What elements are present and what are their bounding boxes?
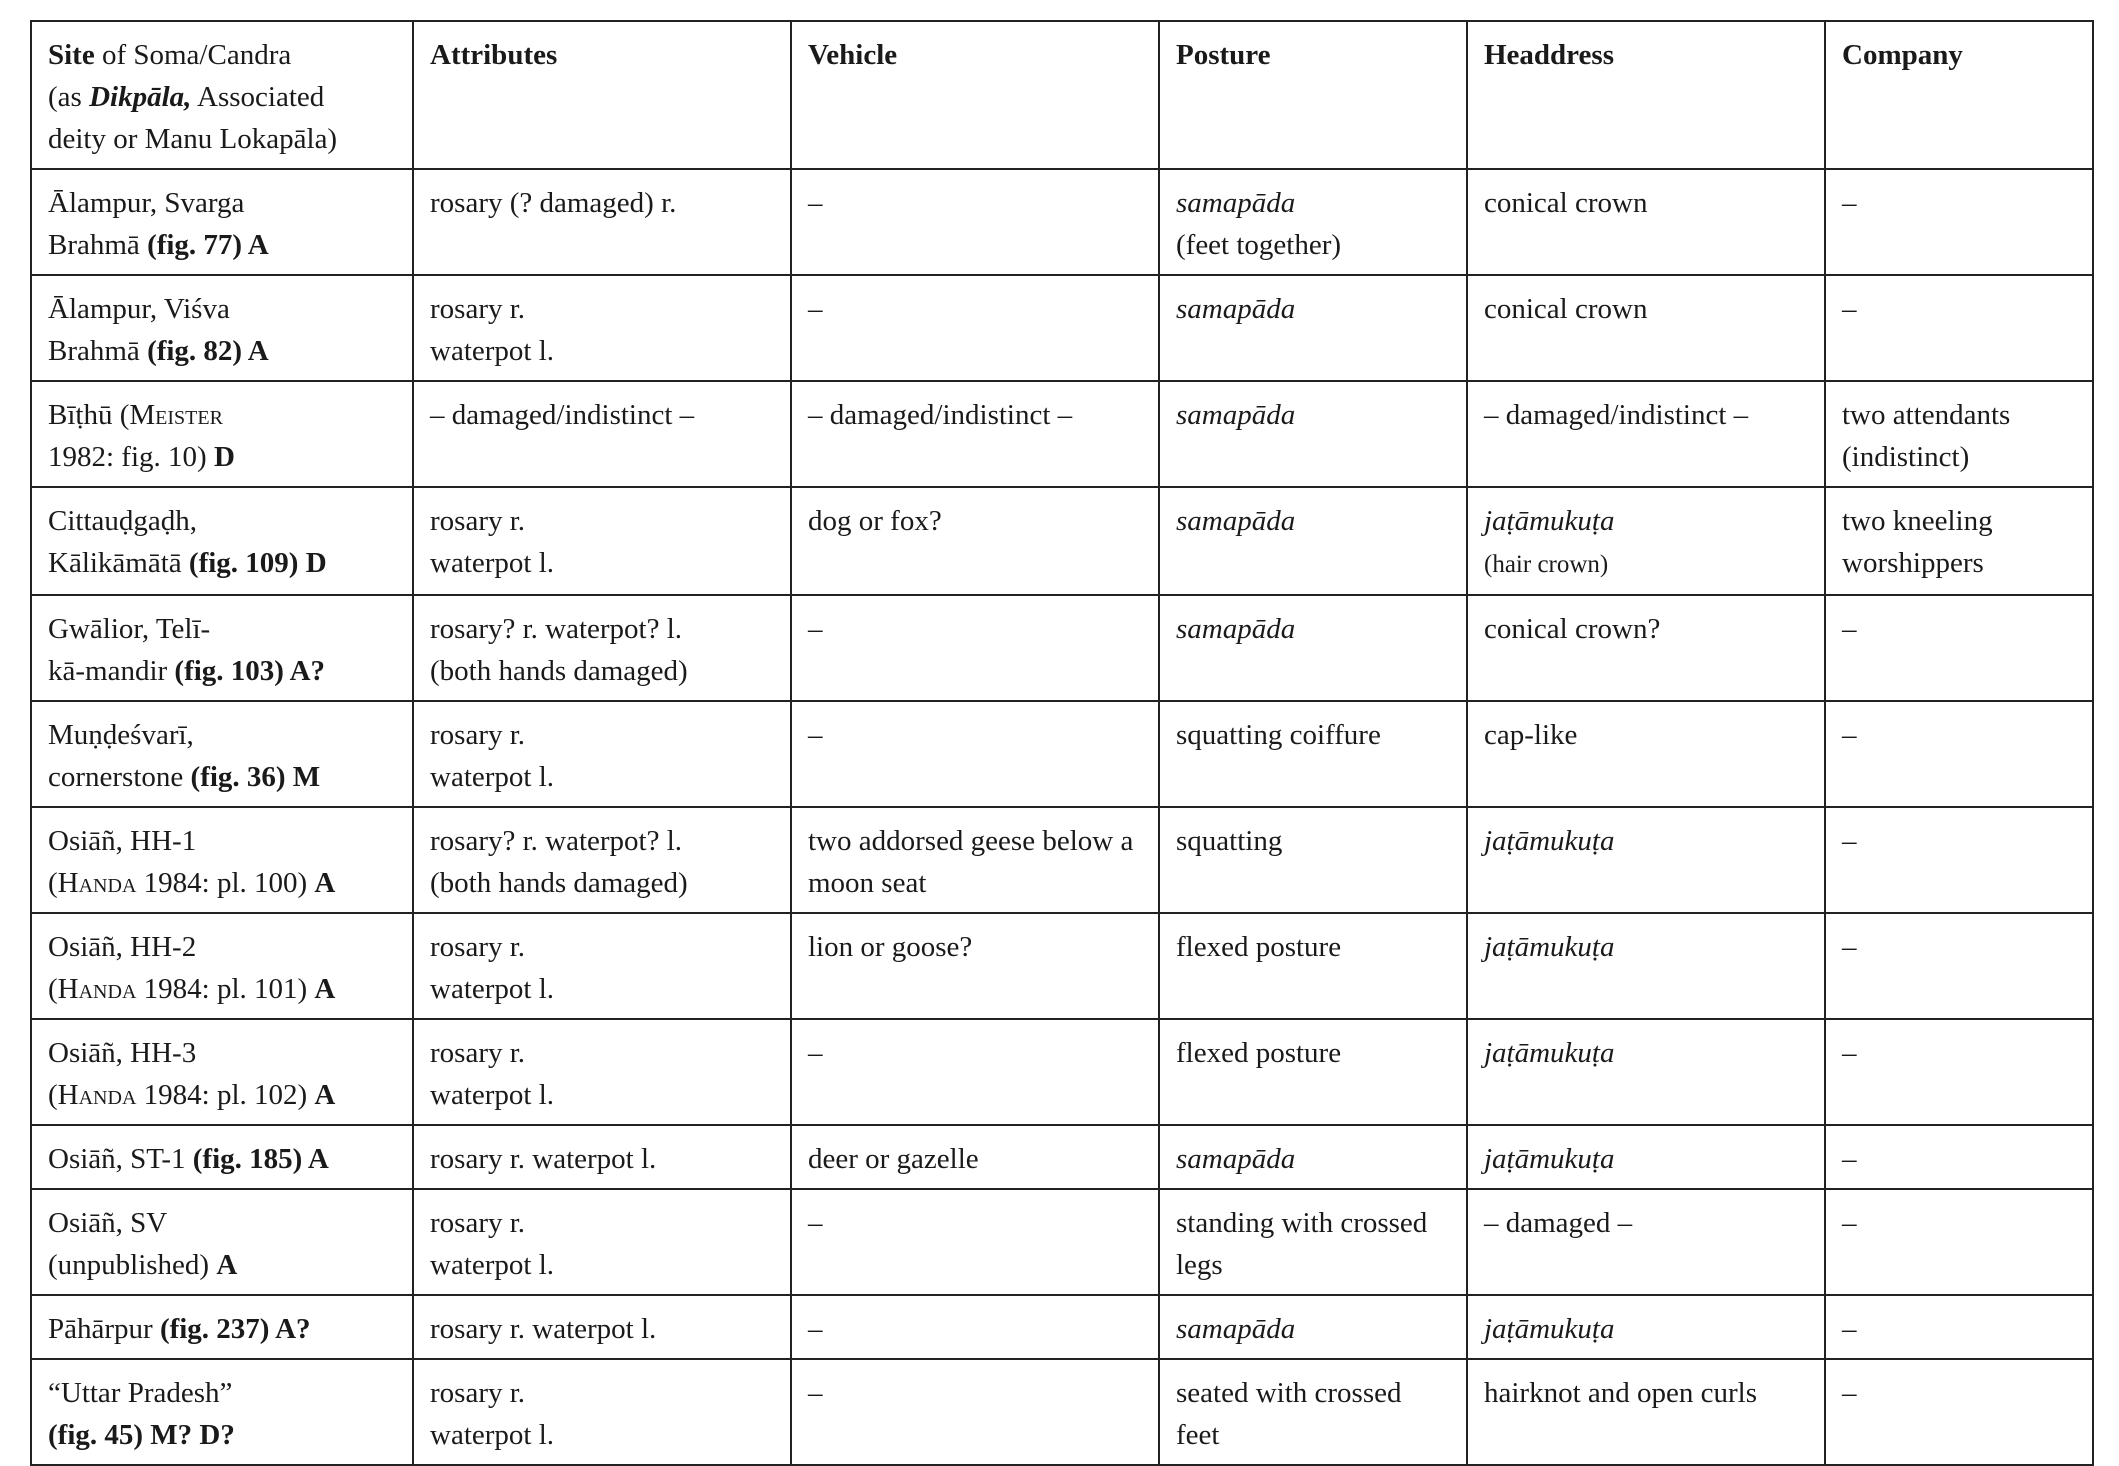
- cell-headdress: [1467, 1125, 1825, 1189]
- site-figure-ref: A: [314, 973, 336, 1005]
- company-text: –: [1842, 1207, 1857, 1239]
- site-author: Handa: [57, 867, 137, 899]
- cell-company: [1825, 595, 2093, 701]
- headdress-text: hairknot and open curls: [1484, 1377, 1758, 1409]
- posture-text: samapāda: [1176, 505, 1296, 537]
- cell-attributes: [413, 913, 791, 1019]
- headdress-text: jaṭāmukuṭa: [1484, 505, 1615, 537]
- attr-text: (both hands damaged): [430, 655, 688, 687]
- cell-headdress: [1467, 1019, 1825, 1125]
- vehicle-text: –: [808, 1207, 823, 1239]
- cell-vehicle: [791, 1189, 1159, 1295]
- attr-text: waterpot l.: [430, 547, 555, 579]
- cell-vehicle: [791, 1019, 1159, 1125]
- site-text: Muṇḍeśvarī,: [48, 719, 194, 751]
- headdress-text: – damaged/indistinct –: [1484, 399, 1749, 431]
- company-text: –: [1842, 187, 1857, 219]
- attr-text: rosary (? damaged) r.: [430, 187, 677, 219]
- cell-headdress: [1467, 807, 1825, 913]
- cell-posture: [1159, 169, 1467, 275]
- site-text: Osiāñ, HH-3: [48, 1037, 197, 1069]
- site-figure-ref: A: [314, 1079, 336, 1111]
- posture-text: samapāda: [1176, 613, 1296, 645]
- headdress-text: jaṭāmukuṭa: [1484, 825, 1615, 857]
- table-row: [31, 1359, 2093, 1465]
- company-text: –: [1842, 1313, 1857, 1345]
- headdress-text: conical crown: [1484, 187, 1648, 219]
- table-row: [31, 1019, 2093, 1125]
- site-figure-ref: (fig. 103) A?: [174, 655, 326, 687]
- cell-attributes: [413, 487, 791, 595]
- attr-text: rosary r. waterpot l.: [430, 1313, 657, 1345]
- site-text: Gwālior, Telī-: [48, 613, 211, 645]
- posture-text: squatting coiffure: [1176, 719, 1381, 751]
- cell-attributes: [413, 1019, 791, 1125]
- company-text: two kneeling worshippers: [1842, 505, 1993, 579]
- site-text: Osiāñ, SV: [48, 1207, 168, 1239]
- company-text: –: [1842, 1143, 1857, 1175]
- vehicle-text: deer or gazelle: [808, 1143, 979, 1175]
- cell-site: [31, 487, 413, 595]
- cell-posture: [1159, 1125, 1467, 1189]
- headdress-text: jaṭāmukuṭa: [1484, 1037, 1615, 1069]
- table-row: [31, 595, 2093, 701]
- cell-headdress: [1467, 487, 1825, 595]
- cell-vehicle: [791, 381, 1159, 487]
- cell-vehicle: [791, 1125, 1159, 1189]
- cell-posture: [1159, 595, 1467, 701]
- posture-text: standing with crossed legs: [1176, 1207, 1428, 1281]
- vehicle-text: –: [808, 1313, 823, 1345]
- attr-text: rosary r.: [430, 505, 526, 537]
- cell-site: [31, 913, 413, 1019]
- site-text: Ālampur, Viśva: [48, 293, 230, 325]
- cell-headdress: [1467, 913, 1825, 1019]
- headdress-text: jaṭāmukuṭa: [1484, 1143, 1615, 1175]
- headdress-text: conical crown?: [1484, 613, 1661, 645]
- site-figure-ref: (fig. 45) M? D?: [48, 1419, 235, 1451]
- attr-text: rosary r.: [430, 931, 526, 963]
- cell-site: [31, 1019, 413, 1125]
- cell-company: [1825, 1295, 2093, 1359]
- cell-posture: [1159, 701, 1467, 807]
- cell-attributes: [413, 701, 791, 807]
- vehicle-text: –: [808, 613, 823, 645]
- posture-text: squatting: [1176, 825, 1283, 857]
- cell-vehicle: [791, 1359, 1159, 1465]
- company-text: –: [1842, 931, 1857, 963]
- headdress-text: jaṭāmukuṭa: [1484, 931, 1615, 963]
- company-text: –: [1842, 825, 1857, 857]
- site-text: Osiāñ, HH-1: [48, 825, 197, 857]
- site-figure-ref: (fig. 185) A: [192, 1143, 329, 1175]
- attr-text: rosary? r. waterpot? l.: [430, 825, 683, 857]
- attr-text: (both hands damaged): [430, 867, 688, 899]
- site-author: Handa: [57, 1079, 137, 1111]
- vehicle-text: two addorsed geese below a moon seat: [808, 825, 1134, 899]
- header-site: [31, 21, 413, 169]
- site-text: (: [48, 973, 58, 1005]
- posture-text: samapāda: [1176, 399, 1296, 431]
- attr-text: rosary r. waterpot l.: [430, 1143, 657, 1175]
- attr-text: rosary r.: [430, 1377, 526, 1409]
- cell-posture: [1159, 381, 1467, 487]
- attr-text: waterpot l.: [430, 335, 555, 367]
- header-headdress: Headdress: [1467, 21, 1825, 169]
- cell-company: [1825, 1125, 2093, 1189]
- cell-site: [31, 275, 413, 381]
- site-text: Brahmā: [48, 335, 148, 367]
- headdress-text: – damaged –: [1484, 1207, 1633, 1239]
- site-text: (unpublished): [48, 1249, 217, 1281]
- vehicle-text: –: [808, 187, 823, 219]
- header-site-bold: Site: [48, 39, 95, 71]
- header-vehicle: Vehicle: [791, 21, 1159, 169]
- cell-attributes: [413, 275, 791, 381]
- posture-text: samapāda: [1176, 187, 1296, 219]
- cell-company: [1825, 1359, 2093, 1465]
- site-text: 1984: pl. 100): [136, 867, 315, 899]
- attr-text: rosary r.: [430, 1207, 526, 1239]
- site-text: (: [48, 1079, 58, 1111]
- table-row: [31, 1295, 2093, 1359]
- site-text: kā-mandir: [48, 655, 175, 687]
- site-text: Pāhārpur: [48, 1313, 160, 1345]
- vehicle-text: –: [808, 1037, 823, 1069]
- cell-site: [31, 807, 413, 913]
- company-text: –: [1842, 1037, 1857, 1069]
- vehicle-text: – damaged/indistinct –: [808, 399, 1073, 431]
- posture-text: flexed posture: [1176, 1037, 1342, 1069]
- site-text: 1982: fig. 10): [48, 441, 214, 473]
- cell-attributes: [413, 169, 791, 275]
- cell-vehicle: [791, 1295, 1159, 1359]
- cell-headdress: [1467, 701, 1825, 807]
- posture-note: (feet together): [1176, 229, 1342, 261]
- cell-site: [31, 1189, 413, 1295]
- cell-site: [31, 1359, 413, 1465]
- table-row: [31, 381, 2093, 487]
- table-row: [31, 169, 2093, 275]
- posture-text: samapāda: [1176, 1143, 1296, 1175]
- site-text: Ālampur, Svarga: [48, 187, 245, 219]
- table-row: [31, 701, 2093, 807]
- posture-text: samapāda: [1176, 1313, 1296, 1345]
- cell-headdress: [1467, 169, 1825, 275]
- cell-vehicle: [791, 275, 1159, 381]
- posture-text: seated with crossed feet: [1176, 1377, 1402, 1451]
- header-company: Company: [1825, 21, 2093, 169]
- cell-posture: [1159, 487, 1467, 595]
- attr-text: waterpot l.: [430, 973, 555, 1005]
- header-attributes: Attributes: [413, 21, 791, 169]
- header-site-text: of Soma/Candra: [94, 39, 292, 71]
- cell-vehicle: [791, 487, 1159, 595]
- cell-headdress: [1467, 1295, 1825, 1359]
- cell-posture: [1159, 1019, 1467, 1125]
- site-figure-ref: A: [216, 1249, 238, 1281]
- cell-company: [1825, 275, 2093, 381]
- table-row: [31, 913, 2093, 1019]
- header-site-line2: [48, 81, 324, 113]
- cell-site: [31, 701, 413, 807]
- vehicle-text: dog or fox?: [808, 505, 942, 537]
- cell-site: [31, 595, 413, 701]
- attr-text: waterpot l.: [430, 761, 555, 793]
- text: Dikpāla,: [89, 81, 192, 113]
- headdress-text: conical crown: [1484, 293, 1648, 325]
- vehicle-text: –: [808, 719, 823, 751]
- text: Associated: [191, 81, 325, 113]
- cell-posture: [1159, 1295, 1467, 1359]
- table-row: [31, 1189, 2093, 1295]
- site-author: Meister: [129, 399, 223, 431]
- cell-attributes: [413, 1125, 791, 1189]
- vehicle-text: lion or goose?: [808, 931, 973, 963]
- company-text: –: [1842, 1377, 1857, 1409]
- cell-company: [1825, 701, 2093, 807]
- site-figure-ref: A: [314, 867, 336, 899]
- company-text: –: [1842, 293, 1857, 325]
- soma-candra-table: [30, 20, 2094, 1466]
- cell-company: [1825, 381, 2093, 487]
- attr-text: rosary r.: [430, 719, 526, 751]
- cell-posture: [1159, 913, 1467, 1019]
- attr-text: rosary? r. waterpot? l.: [430, 613, 683, 645]
- text: (as: [48, 81, 90, 113]
- cell-company: [1825, 1019, 2093, 1125]
- posture-text: flexed posture: [1176, 931, 1342, 963]
- site-text: Osiāñ, HH-2: [48, 931, 197, 963]
- table-row: [31, 275, 2093, 381]
- cell-attributes: [413, 1189, 791, 1295]
- attr-text: rosary r.: [430, 1037, 526, 1069]
- company-text: –: [1842, 719, 1857, 751]
- posture-text: samapāda: [1176, 293, 1296, 325]
- header-site-line3: deity or Manu Lokapāla): [48, 123, 338, 155]
- vehicle-text: –: [808, 1377, 823, 1409]
- site-figure-ref: (fig. 237) A?: [159, 1313, 311, 1345]
- table-row: [31, 807, 2093, 913]
- cell-attributes: [413, 807, 791, 913]
- headdress-text: cap-like: [1484, 719, 1578, 751]
- cell-site: [31, 381, 413, 487]
- attr-text: – damaged/indistinct –: [430, 399, 695, 431]
- cell-attributes: [413, 1295, 791, 1359]
- cell-headdress: [1467, 1189, 1825, 1295]
- site-figure-ref: (fig. 77) A: [147, 229, 269, 261]
- company-text: two attendants (indistinct): [1842, 399, 2011, 473]
- headdress-text: jaṭāmukuṭa: [1484, 1313, 1615, 1345]
- site-text: Osiāñ, ST-1: [48, 1143, 193, 1175]
- cell-attributes: [413, 1359, 791, 1465]
- site-figure-ref: (fig. 36) M: [190, 761, 321, 793]
- cell-vehicle: [791, 913, 1159, 1019]
- cell-site: [31, 169, 413, 275]
- cell-headdress: [1467, 275, 1825, 381]
- site-text: 1984: pl. 102): [136, 1079, 315, 1111]
- cell-company: [1825, 1189, 2093, 1295]
- cell-headdress: [1467, 381, 1825, 487]
- cell-headdress: [1467, 595, 1825, 701]
- site-text: Bīṭhū (: [48, 399, 130, 431]
- cell-attributes: [413, 595, 791, 701]
- cell-vehicle: [791, 701, 1159, 807]
- cell-company: [1825, 913, 2093, 1019]
- table-row: [31, 487, 2093, 595]
- table-row: [31, 1125, 2093, 1189]
- site-author: Handa: [57, 973, 137, 1005]
- vehicle-text: –: [808, 293, 823, 325]
- site-text: (: [48, 867, 58, 899]
- cell-vehicle: [791, 595, 1159, 701]
- cell-site: [31, 1125, 413, 1189]
- attr-text: waterpot l.: [430, 1249, 555, 1281]
- cell-posture: [1159, 1189, 1467, 1295]
- header-row: [31, 21, 2093, 169]
- cell-company: [1825, 807, 2093, 913]
- attr-text: waterpot l.: [430, 1419, 555, 1451]
- cell-vehicle: [791, 807, 1159, 913]
- site-text: Cittauḍgaḍh,: [48, 505, 198, 537]
- cell-posture: [1159, 275, 1467, 381]
- cell-company: [1825, 487, 2093, 595]
- site-text: “Uttar Pradesh”: [48, 1377, 233, 1409]
- site-text: Kālikāmātā: [48, 547, 189, 579]
- cell-posture: [1159, 807, 1467, 913]
- cell-attributes: [413, 381, 791, 487]
- headdress-note: (hair crown): [1484, 551, 1609, 578]
- cell-posture: [1159, 1359, 1467, 1465]
- company-text: –: [1842, 613, 1857, 645]
- site-text: Brahmā: [48, 229, 148, 261]
- cell-vehicle: [791, 169, 1159, 275]
- attr-text: waterpot l.: [430, 1079, 555, 1111]
- site-figure-ref: (fig. 82) A: [147, 335, 269, 367]
- cell-company: [1825, 169, 2093, 275]
- header-posture: Posture: [1159, 21, 1467, 169]
- site-figure-ref: D: [213, 441, 235, 473]
- cell-headdress: [1467, 1359, 1825, 1465]
- attr-text: rosary r.: [430, 293, 526, 325]
- site-text: 1984: pl. 101): [136, 973, 315, 1005]
- site-text: cornerstone: [48, 761, 191, 793]
- cell-site: [31, 1295, 413, 1359]
- site-figure-ref: (fig. 109) D: [188, 547, 327, 579]
